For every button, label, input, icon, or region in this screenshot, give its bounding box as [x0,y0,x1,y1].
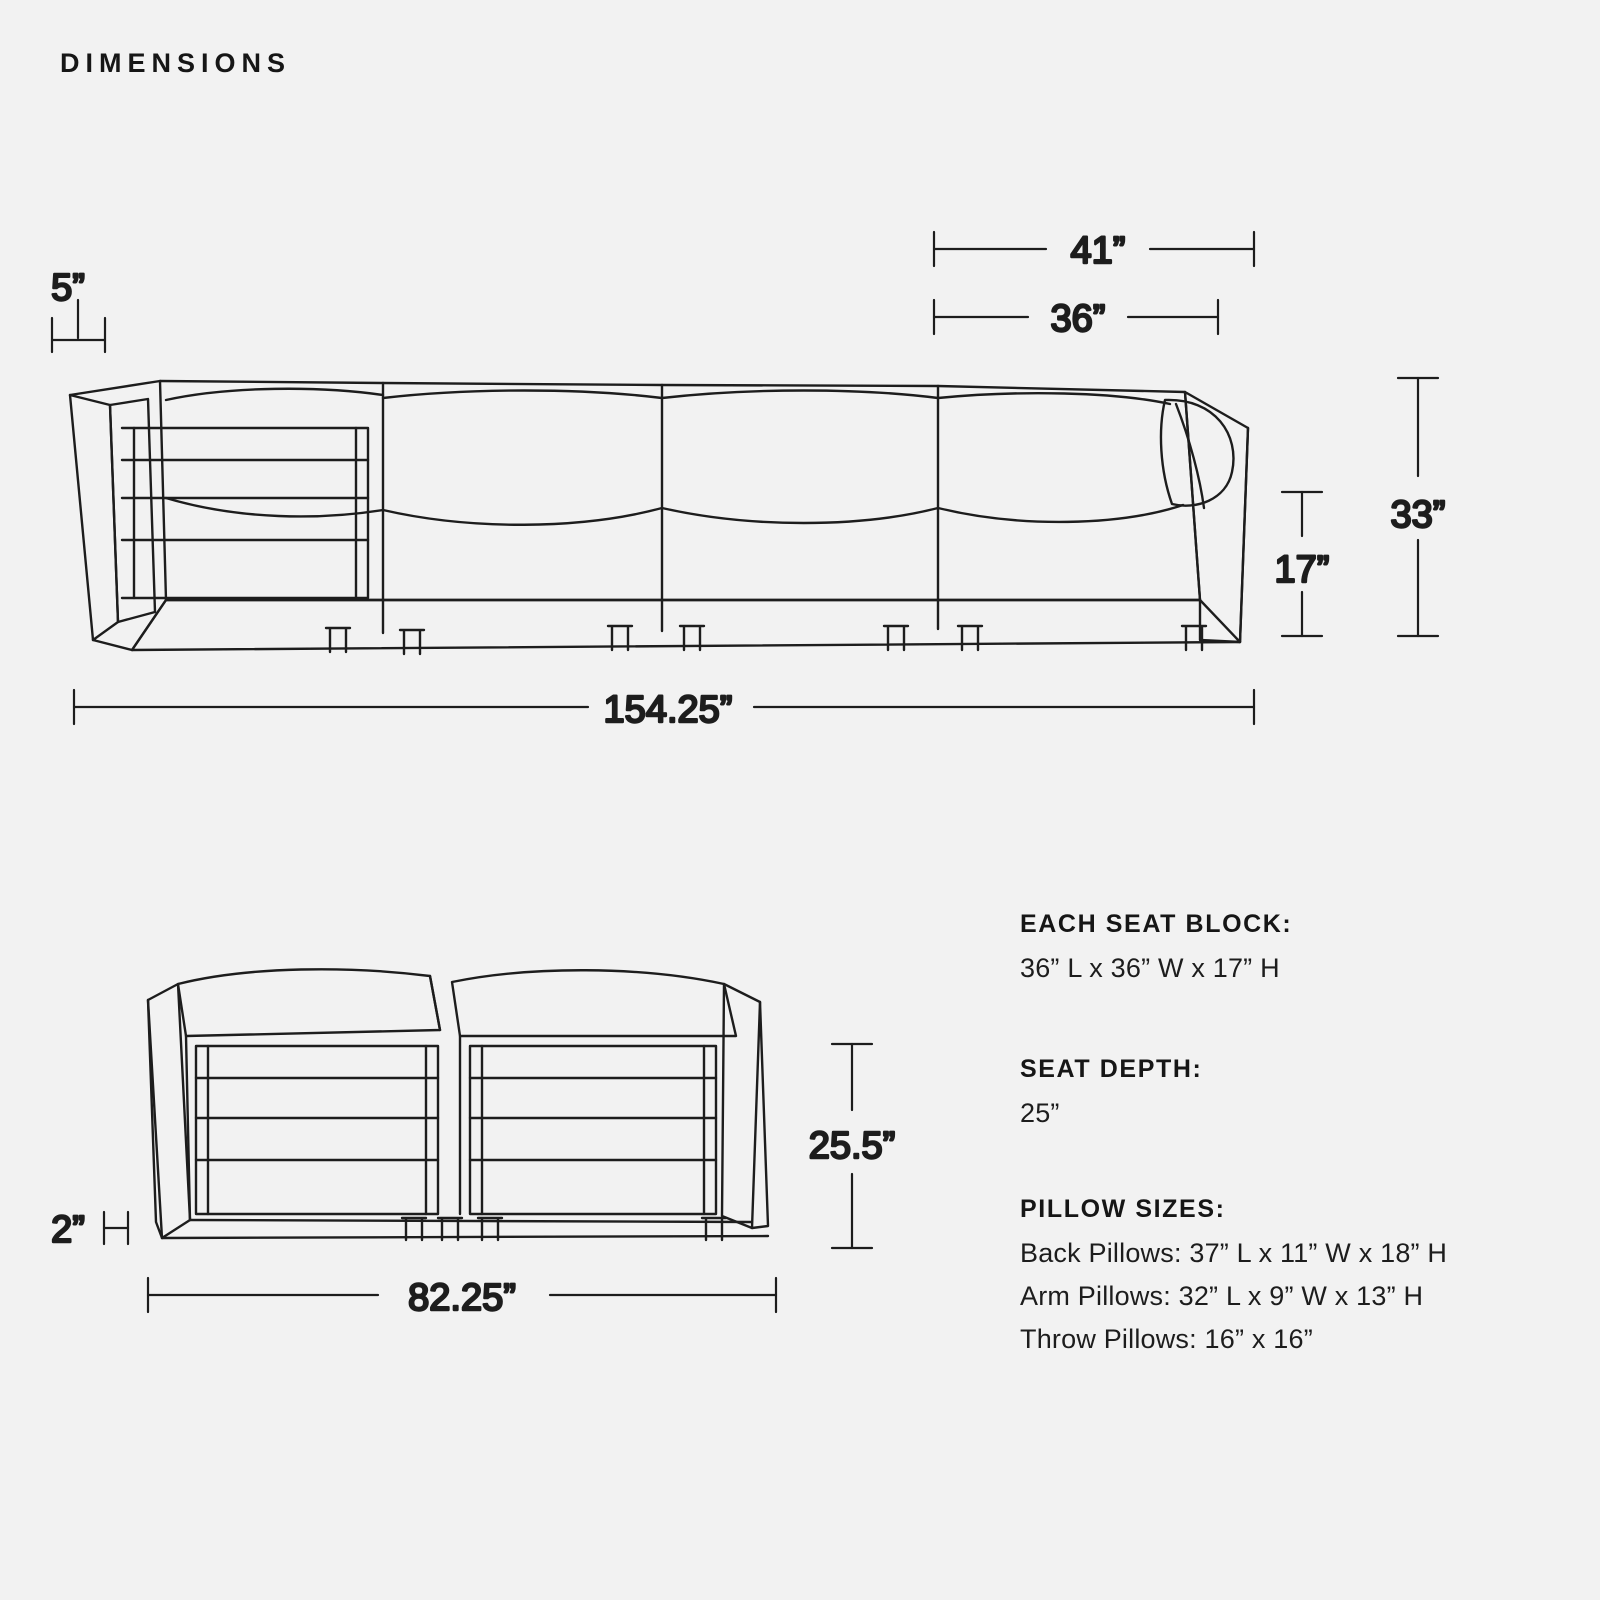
spec-seat-depth [1020,1055,1202,1141]
spec-seat-block-value: 36” L x 36” W x 17” H [1020,953,1280,983]
spec-pillow-sizes [1020,1195,1447,1367]
label-seat-height: 17” [1274,549,1330,591]
spec-seat-depth-value: 25” [1020,1098,1060,1128]
spec-pillow-heading: PILLOW SIZES: [1020,1195,1226,1223]
label-width: 82.25” [408,1277,516,1319]
label-overall-width: 154.25” [603,689,733,731]
spec-seat-depth-heading: SEAT DEPTH: [1020,1055,1203,1083]
spec-seat-block [1020,910,1292,996]
spec-pillow-arm: Arm Pillows: 32” L x 9” W x 13” H [1020,1281,1424,1311]
page-title: DIMENSIONS [60,48,292,78]
spec-seat-block-heading: EACH SEAT BLOCK: [1020,910,1293,938]
label-overall-height: 33” [1390,494,1446,536]
label-arm-width: 5” [51,267,85,309]
label-depth: 25.5” [808,1125,896,1167]
spec-pillow-throw: Throw Pillows: 16” x 16” [1020,1324,1313,1354]
label-seat-block-outer: 41” [1070,230,1126,272]
label-seat-block-inner: 36” [1050,298,1106,340]
label-leg-height: 2” [51,1209,85,1251]
spec-pillow-back: Back Pillows: 37” L x 11” W x 18” H [1020,1238,1448,1268]
top-view-drawing [148,969,768,1240]
front-view-drawing [70,381,1248,654]
